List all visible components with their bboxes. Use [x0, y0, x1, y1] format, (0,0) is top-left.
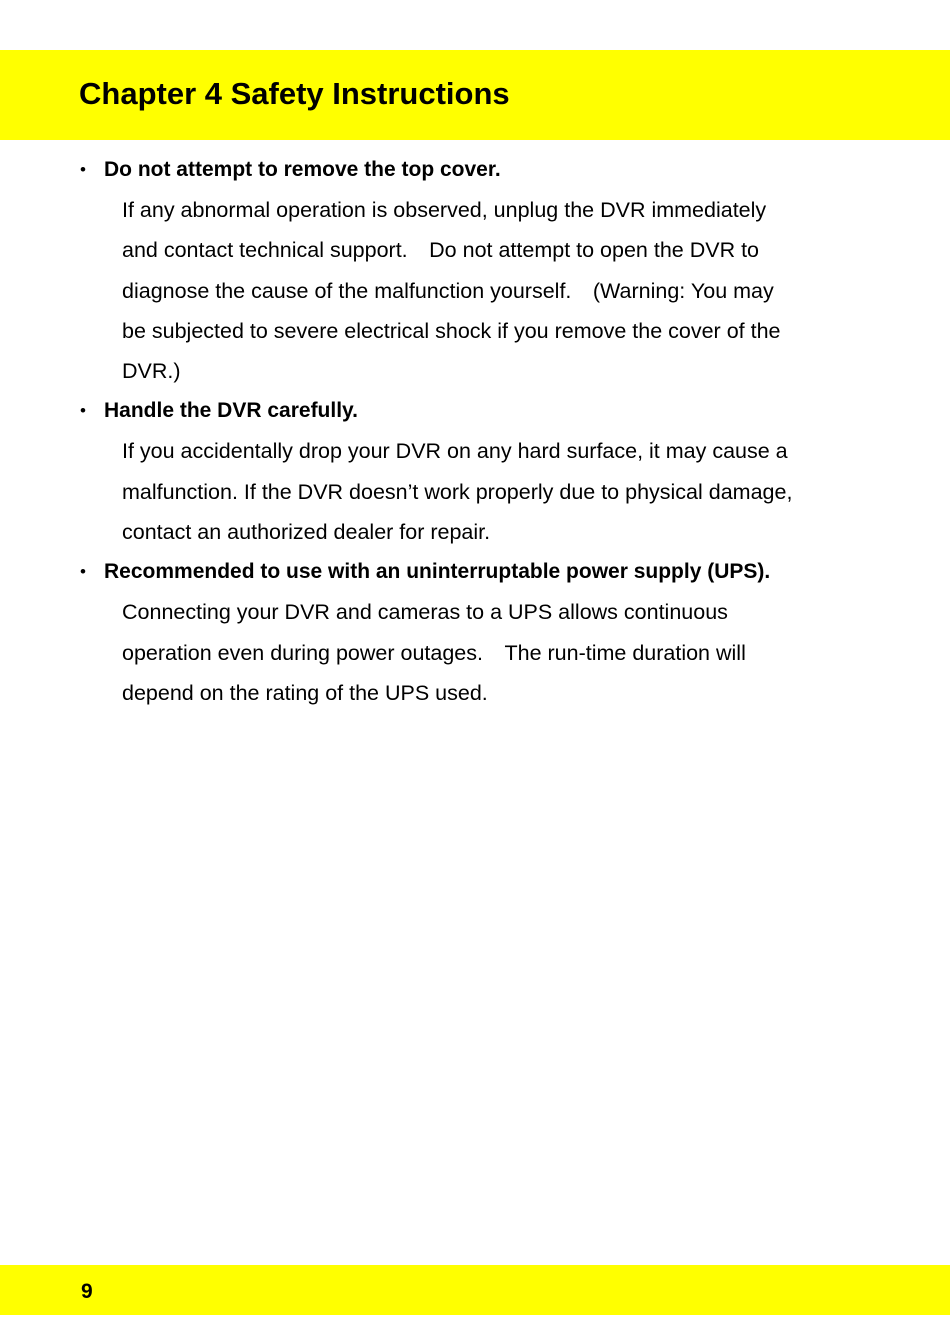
- bullet-icon: •: [80, 160, 86, 179]
- body-line: contact an authorized dealer for repair.: [122, 520, 491, 545]
- body-line: diagnose the cause of the malfunction yourself. (Warning: You may: [122, 278, 774, 303]
- page-number: 9: [81, 1280, 93, 1303]
- body-line: operation even during power outages. The run-time duration will: [122, 640, 746, 665]
- body-line: and contact technical support. Do not attempt to open the DVR to: [122, 238, 760, 263]
- body-line: malfunction. If the DVR doesn’t work properly due to physical damage,: [122, 479, 793, 504]
- list-item: [0, 391, 950, 552]
- list-item: [0, 552, 950, 713]
- body-line: DVR.): [122, 359, 181, 384]
- footer-band: [0, 1265, 950, 1315]
- bullet-icon: •: [80, 562, 86, 582]
- body-line: If you accidentally drop your DVR on any hard surface, it may cause a: [122, 439, 788, 464]
- bullet-icon: •: [80, 401, 86, 421]
- item-heading: Recommended to use with an uninterruptable power supply (UPS).: [104, 560, 771, 584]
- body-line: be subjected to severe electrical shock if you remove the cover of the: [122, 318, 781, 343]
- body-line: Connecting your DVR and cameras to a UPS allows continuous: [122, 600, 728, 625]
- body-line: depend on the rating of the UPS used.: [122, 680, 488, 705]
- list-item: [0, 150, 950, 391]
- chapter-title: Chapter 4 Safety Instructions: [79, 76, 510, 111]
- item-heading: Do not attempt to remove the top cover.: [104, 158, 501, 181]
- item-heading: Handle the DVR carefully.: [104, 399, 359, 423]
- safety-instructions-list: [0, 150, 950, 713]
- body-line: If any abnormal operation is observed, unplug the DVR immediately: [122, 198, 767, 222]
